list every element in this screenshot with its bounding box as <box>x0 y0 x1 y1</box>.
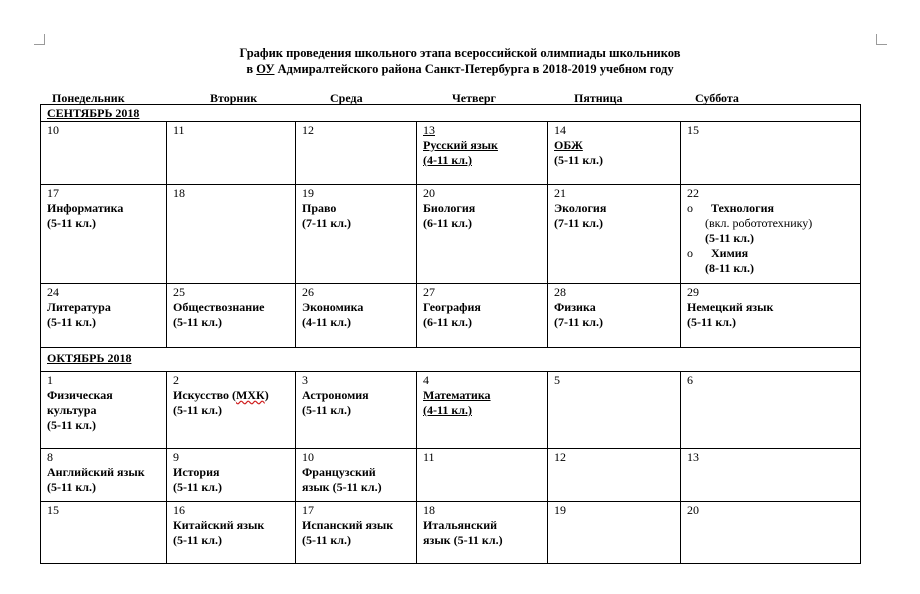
subject-name: Физика <box>554 300 596 314</box>
day-cell: 17 Информатика (5-11 кл.) <box>41 185 167 284</box>
class-range: (7-11 кл.) <box>554 216 603 230</box>
weekday-wednesday: Среда <box>330 91 363 105</box>
bullet-icon: o <box>687 201 693 215</box>
day-cell: 21 Экология (7-11 кл.) <box>548 185 681 284</box>
day-cell: 9 История (5-11 кл.) <box>167 449 296 502</box>
day-cell: 24 Литература (5-11 кл.) <box>41 284 167 348</box>
class-range: (5-11 кл.) <box>687 315 736 329</box>
class-range: (5-11 кл.) <box>47 480 96 494</box>
list-item <box>687 246 856 276</box>
day-cell: 26 Экономика (4-11 кл.) <box>296 284 417 348</box>
subject-name: Китайский язык <box>173 518 265 532</box>
class-range: (8-11 кл.) <box>705 261 754 275</box>
subject-name-cont: язык (5-11 кл.) <box>423 533 503 547</box>
class-range: (4-11 кл.) <box>423 153 472 167</box>
day-cell: 27 География (6-11 кл.) <box>417 284 548 348</box>
weekday-friday: Пятница <box>574 91 623 105</box>
day-cell: 16 Китайский язык (5-11 кл.) <box>167 502 296 564</box>
class-range: (5-11 кл.) <box>554 153 603 167</box>
subject-name: Экология <box>554 201 607 215</box>
table-row <box>41 284 861 348</box>
subject-name: Русский язык <box>423 138 498 152</box>
table-row <box>41 502 861 564</box>
subject-name: Технология <box>711 201 774 215</box>
day-cell: 13 Русский язык (4-11 кл.) <box>417 122 548 185</box>
title-line-1: График проведения школьного этапа всероссийской олимпиады школьников <box>239 46 681 60</box>
day-cell: 2 Искусство (МХК) (5-11 кл.) <box>167 372 296 449</box>
weekday-header <box>40 91 860 105</box>
class-range: (7-11 кл.) <box>302 216 351 230</box>
day-cell: 29 Немецкий язык (5-11 кл.) <box>681 284 861 348</box>
subject-name: История <box>173 465 220 479</box>
subject-name: Искусство (МХК) <box>173 388 269 402</box>
weekday-saturday: Суббота <box>695 91 739 105</box>
day-cell: 12 <box>296 122 417 185</box>
day-cell: 6 <box>681 372 861 449</box>
day-cell: 13 <box>681 449 861 502</box>
subject-name: Испанский язык <box>302 518 394 532</box>
subject-name: Право <box>302 201 337 215</box>
class-range: (4-11 кл.) <box>302 315 351 329</box>
page-corner-mark-right <box>876 34 887 45</box>
day-cell: 10 Французский язык (5-11 кл.) <box>296 449 417 502</box>
class-range: (5-11 кл.) <box>173 480 222 494</box>
day-cell: 20 <box>681 502 861 564</box>
class-range: (5-11 кл.) <box>47 315 96 329</box>
subject-list <box>687 201 856 276</box>
month-row-october <box>41 348 861 372</box>
subject-name: Итальянский <box>423 518 498 532</box>
document-title <box>0 45 920 77</box>
subject-note: (вкл. робототехнику) <box>705 216 813 230</box>
subject-name-cont: язык (5-11 кл.) <box>302 480 382 494</box>
day-cell: 5 <box>548 372 681 449</box>
table-row <box>41 185 861 284</box>
day-cell: 22 o Технология (вкл. робототехнику) (5-11 кл.) o Химия (8-11 кл.) <box>681 185 861 284</box>
day-cell: 14 ОБЖ (5-11 кл.) <box>548 122 681 185</box>
day-cell: 18 Итальянский язык (5-11 кл.) <box>417 502 548 564</box>
month-label-september: СЕНТЯБРЬ 2018 <box>41 105 861 122</box>
subject-name-cont: культура <box>47 403 97 417</box>
subject-name: Литература <box>47 300 111 314</box>
class-range: (5-11 кл.) <box>173 315 222 329</box>
title-line-2: в ОУ Адмиралтейского района Санкт-Петербурга в 2018-2019 учебном году <box>246 62 674 76</box>
page-corner-mark-left <box>34 34 45 45</box>
day-cell: 11 <box>417 449 548 502</box>
subject-name: Немецкий язык <box>687 300 774 314</box>
subject-name: Английский язык <box>47 465 145 479</box>
month-label-october: ОКТЯБРЬ 2018 <box>41 348 861 372</box>
class-range: (5-11 кл.) <box>173 533 222 547</box>
day-cell: 11 <box>167 122 296 185</box>
class-range: (7-11 кл.) <box>554 315 603 329</box>
day-cell: 1 Физическая культура (5-11 кл.) <box>41 372 167 449</box>
class-range: (5-11 кл.) <box>47 418 96 432</box>
subject-name: Обществознание <box>173 300 265 314</box>
class-range: (6-11 кл.) <box>423 216 472 230</box>
subject-name: Экономика <box>302 300 364 314</box>
day-cell: 8 Английский язык (5-11 кл.) <box>41 449 167 502</box>
weekday-thursday: Четверг <box>452 91 496 105</box>
class-range: (4-11 кл.) <box>423 403 472 417</box>
subject-name: Математика <box>423 388 491 402</box>
day-cell: 20 Биология (6-11 кл.) <box>417 185 548 284</box>
day-cell: 15 <box>681 122 861 185</box>
class-range: (5-11 кл.) <box>705 231 754 245</box>
day-cell: 4 Математика (4-11 кл.) <box>417 372 548 449</box>
day-cell: 25 Обществознание (5-11 кл.) <box>167 284 296 348</box>
subject-name: Французский <box>302 465 376 479</box>
subject-name: ОБЖ <box>554 138 583 152</box>
table-row <box>41 122 861 185</box>
subject-name: Информатика <box>47 201 124 215</box>
day-cell: 19 Право (7-11 кл.) <box>296 185 417 284</box>
month-row-september <box>41 105 861 122</box>
class-range: (5-11 кл.) <box>47 216 96 230</box>
day-cell: 17 Испанский язык (5-11 кл.) <box>296 502 417 564</box>
subject-name: Астрономия <box>302 388 369 402</box>
subject-name: География <box>423 300 481 314</box>
bullet-icon: o <box>687 246 693 260</box>
class-range: (5-11 кл.) <box>302 533 351 547</box>
weekday-tuesday: Вторник <box>210 91 258 105</box>
table-row <box>41 449 861 502</box>
subject-name: Биология <box>423 201 476 215</box>
olympiad-schedule-table <box>40 104 861 564</box>
day-cell: 3 Астрономия (5-11 кл.) <box>296 372 417 449</box>
day-cell: 15 <box>41 502 167 564</box>
day-cell: 10 <box>41 122 167 185</box>
weekday-monday: Понедельник <box>52 91 125 105</box>
table-row <box>41 372 861 449</box>
day-cell: 19 <box>548 502 681 564</box>
class-range: (5-11 кл.) <box>173 403 222 417</box>
class-range: (5-11 кл.) <box>302 403 351 417</box>
subject-name: Физическая <box>47 388 113 402</box>
list-item <box>687 201 856 246</box>
day-cell: 12 <box>548 449 681 502</box>
day-cell: 18 <box>167 185 296 284</box>
class-range: (6-11 кл.) <box>423 315 472 329</box>
subject-name: Химия <box>711 246 749 260</box>
day-cell: 28 Физика (7-11 кл.) <box>548 284 681 348</box>
